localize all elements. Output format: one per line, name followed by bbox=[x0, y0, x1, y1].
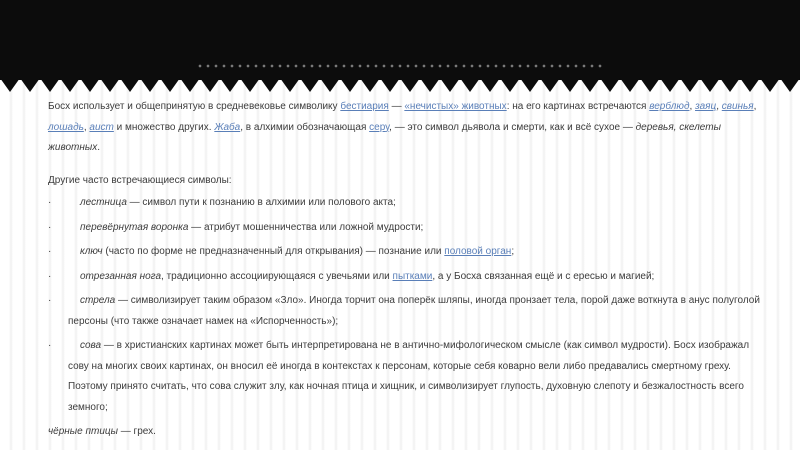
text-run: и множество других. bbox=[113, 121, 215, 133]
link-stork[interactable]: аист bbox=[89, 121, 114, 133]
text-run: — bbox=[388, 101, 405, 112]
closing-line bbox=[48, 422, 760, 443]
link-pig[interactable]: свинья bbox=[721, 101, 754, 112]
text-run: , в алхимии обозначающая bbox=[240, 121, 370, 133]
link-horse[interactable]: лошадь bbox=[48, 121, 84, 133]
item-text: — атрибут мошенничества или ложной мудрости; bbox=[188, 221, 424, 233]
list-item bbox=[48, 291, 760, 332]
text-run: , bbox=[689, 101, 696, 112]
dotted-divider bbox=[196, 62, 604, 70]
item-term: лестница bbox=[80, 197, 127, 208]
list-item bbox=[48, 218, 760, 239]
link-sulfur[interactable]: серу bbox=[369, 121, 390, 133]
item-text: , традиционно ассоциирующаяся с увечьями или bbox=[161, 270, 393, 282]
bullet-dot: · bbox=[48, 246, 52, 257]
link-hare[interactable]: заяц bbox=[695, 101, 717, 112]
list-item bbox=[48, 193, 760, 214]
bullet-dot: · bbox=[48, 221, 52, 233]
item-text: (часто по форме не предназначенный для открывания) — познание или bbox=[102, 246, 445, 257]
list-item bbox=[48, 242, 760, 263]
bullet-dot: · bbox=[48, 270, 52, 282]
text-run: : на его картинах встречаются bbox=[506, 101, 650, 112]
text-run: Босх использует и общепринятую в средневековье символику bbox=[48, 101, 341, 112]
list-item bbox=[48, 336, 760, 418]
item-text: — в христианских картинах может быть интерпретирована не в антично-мифологическом смысле (как символ мудрости). Босх изображал сову на многих своих картинах, он вносил её иногда в контекстах к персонам, которые себя коварно вели либо предавались смертному греху. Поэтому принято считать, что сова служит злу, как ночная птица и хищник, и символизирует глупость, духовную слепоту и безжалостность всего земного; bbox=[68, 340, 750, 413]
text-run: , bbox=[716, 101, 722, 112]
intro-paragraph bbox=[48, 97, 760, 159]
item-term: чёрные птицы bbox=[48, 426, 118, 437]
item-text: — символизирует таким образом «Зло». Иногда торчит она поперёк шляпы, иногда пронзает тела, порой даже воткнута в анус полуголой персоны (что также означает намек на «Испорченность»); bbox=[68, 295, 760, 327]
item-text: , а у Босха связанная ещё и с ересью и магией; bbox=[432, 270, 655, 282]
link-torture[interactable]: пытками bbox=[392, 270, 433, 282]
link-bestiary[interactable]: бестиария bbox=[340, 101, 389, 112]
item-term: стрела bbox=[80, 295, 116, 306]
text-run: , bbox=[83, 121, 90, 133]
text-run: , — это символ дьявола и смерти, как и всё сухое — bbox=[389, 121, 636, 133]
item-term: отрезанная нога bbox=[80, 270, 162, 282]
bullet-dot: · bbox=[48, 197, 52, 208]
zigzag-border bbox=[0, 78, 800, 94]
symbols-list bbox=[48, 193, 760, 418]
text-run: , bbox=[753, 101, 757, 112]
link-sexual-organ[interactable]: половой орган bbox=[444, 246, 512, 257]
item-text: ; bbox=[511, 246, 515, 257]
slide-content bbox=[48, 97, 760, 443]
item-term: ключ bbox=[80, 246, 103, 257]
link-camel[interactable]: верблюд bbox=[649, 101, 690, 112]
item-term: перевёрнутая воронка bbox=[80, 221, 189, 233]
item-text: — грех. bbox=[117, 426, 156, 437]
subheading: Другие часто встречающиеся символы: bbox=[48, 174, 232, 186]
link-unclean-animals[interactable]: «нечистых» животных bbox=[404, 101, 507, 112]
item-term: сова bbox=[80, 340, 102, 351]
link-toad[interactable]: Жаба bbox=[214, 121, 241, 133]
bullet-dot: · bbox=[48, 340, 52, 351]
italic-text: деревья, скелеты животных bbox=[48, 121, 721, 153]
item-text: — символ пути к познанию в алхимии или полового акта; bbox=[126, 197, 396, 208]
text-run: . bbox=[97, 142, 100, 153]
list-item bbox=[48, 267, 760, 288]
bullet-dot: · bbox=[48, 295, 52, 306]
